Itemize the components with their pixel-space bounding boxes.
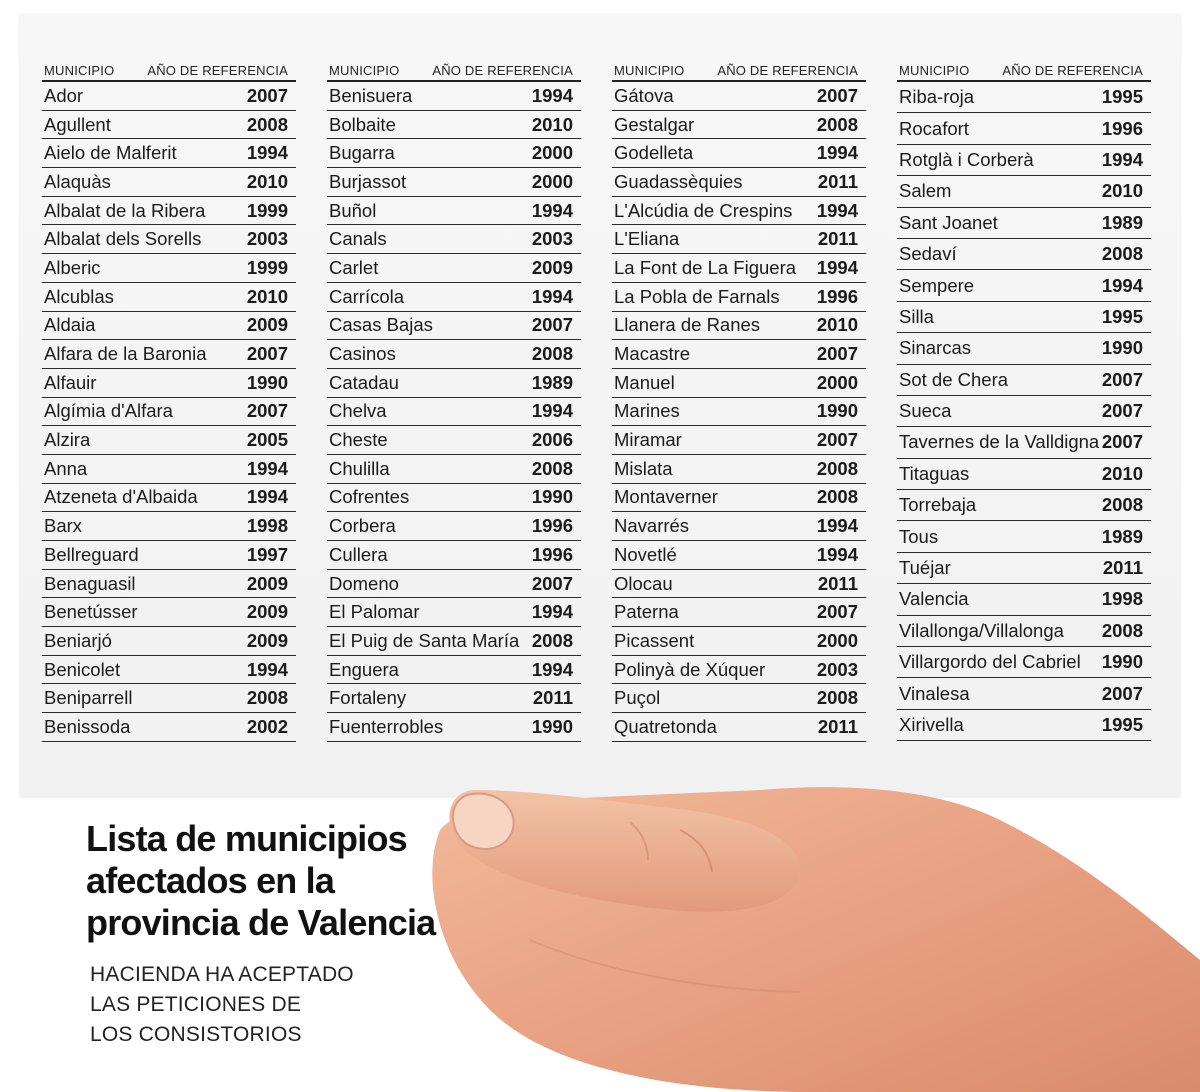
municipality-name: Llanera de Ranes — [614, 314, 761, 336]
reference-year: 1996 — [531, 543, 573, 565]
reference-year: 1989 — [1101, 525, 1143, 547]
table-row — [42, 426, 296, 455]
municipality-name: Miramar — [614, 429, 682, 451]
header-anio: AÑO DE REFERENCIA — [717, 63, 858, 78]
reference-year: 2010 — [531, 113, 573, 135]
reference-year: 1995 — [1101, 86, 1143, 108]
municipality-name: Benaguasil — [44, 572, 136, 594]
municipality-name: Mislata — [614, 457, 673, 479]
reference-year: 1998 — [246, 515, 288, 537]
municipality-name: Algímia d'Alfara — [44, 400, 173, 422]
reference-year: 2007 — [1101, 682, 1143, 704]
municipality-name: Cheste — [329, 429, 388, 451]
municipality-name: Cullera — [329, 543, 388, 565]
reference-year: 2009 — [246, 314, 288, 336]
reference-year: 1996 — [531, 515, 573, 537]
reference-year: 2008 — [816, 457, 858, 479]
municipality-name: Domeno — [329, 572, 399, 594]
table-row — [612, 455, 866, 484]
municipality-name: Casinos — [329, 343, 396, 365]
table-row — [42, 627, 296, 656]
municipality-name: Carlet — [329, 256, 379, 278]
hand-illustration — [380, 760, 1200, 1092]
reference-year: 2000 — [531, 170, 573, 192]
municipality-name: Novetlé — [614, 543, 677, 565]
table-row — [612, 283, 866, 312]
municipality-name: Vinalesa — [899, 682, 970, 704]
reference-year: 1990 — [1101, 337, 1143, 359]
reference-year: 2007 — [531, 572, 573, 594]
table-row — [42, 312, 296, 341]
municipality-name: L'Alcúdia de Crespins — [614, 199, 793, 221]
table-row — [897, 208, 1151, 239]
reference-year: 2008 — [531, 629, 573, 651]
table-row — [327, 168, 581, 197]
municipality-name: Macastre — [614, 343, 691, 365]
table-row — [42, 283, 296, 312]
column-header — [897, 56, 1151, 82]
table-row — [897, 584, 1151, 615]
table-row — [897, 710, 1151, 741]
reference-year: 2007 — [816, 429, 858, 451]
reference-year: 1999 — [246, 199, 288, 221]
municipality-name: Casas Bajas — [329, 314, 433, 336]
reference-year: 1994 — [1101, 274, 1143, 296]
table-row — [327, 627, 581, 656]
municipality-name: Benicolet — [44, 658, 121, 680]
reference-year: 2008 — [816, 113, 858, 135]
reference-year: 2008 — [816, 687, 858, 709]
reference-year: 2007 — [1101, 400, 1143, 422]
municipality-name: Silla — [899, 305, 934, 327]
municipality-name: Puçol — [614, 687, 661, 709]
reference-year: 1989 — [531, 371, 573, 393]
municipality-name: Bellreguard — [44, 543, 139, 565]
municipality-name: Xirivella — [899, 714, 964, 735]
table-row — [327, 426, 581, 455]
table-row — [42, 139, 296, 168]
municipality-name: Benissoda — [44, 715, 131, 737]
table-row — [612, 426, 866, 455]
table-row — [612, 111, 866, 140]
table-row — [327, 340, 581, 369]
table-row — [612, 684, 866, 713]
municipality-name: Tous — [899, 525, 939, 547]
reference-year: 2009 — [246, 629, 288, 651]
reference-year: 2000 — [531, 142, 573, 164]
municipality-name: Barx — [44, 515, 83, 537]
municipality-name: Tavernes de la Valldigna — [899, 431, 1100, 453]
municipality-column — [897, 56, 1151, 741]
municipality-name: Alberic — [44, 256, 101, 278]
reference-year: 1990 — [531, 715, 573, 737]
table-row — [327, 713, 581, 742]
table-row — [42, 398, 296, 427]
reference-year: 2002 — [246, 715, 288, 737]
table-row — [897, 678, 1151, 709]
table-row — [897, 113, 1151, 144]
table-row — [42, 656, 296, 685]
reference-year: 1990 — [816, 400, 858, 422]
table-row — [42, 570, 296, 599]
municipality-name: Torrebaja — [899, 494, 977, 516]
reference-year: 2008 — [1101, 619, 1143, 641]
table-row — [897, 333, 1151, 364]
table-row — [42, 197, 296, 226]
municipality-name: Sant Joanet — [899, 211, 998, 233]
header-anio: AÑO DE REFERENCIA — [432, 63, 573, 78]
municipality-name: La Font de La Figuera — [614, 256, 797, 278]
reference-year: 2005 — [246, 429, 288, 451]
municipality-name: Catadau — [329, 371, 399, 393]
municipality-name: Benetússer — [44, 601, 138, 623]
table-row — [42, 111, 296, 140]
municipality-name: Chelva — [329, 400, 387, 422]
table-row — [42, 82, 296, 111]
municipality-column — [42, 56, 296, 742]
reference-year: 1989 — [1101, 211, 1143, 233]
table-row — [327, 197, 581, 226]
header-anio: AÑO DE REFERENCIA — [147, 63, 288, 78]
municipality-name: Sinarcas — [899, 337, 971, 359]
table-row — [327, 312, 581, 341]
table-row — [327, 139, 581, 168]
table-row — [612, 656, 866, 685]
municipality-name: El Puig de Santa María — [329, 629, 520, 651]
reference-year: 1998 — [1101, 588, 1143, 610]
table-row — [42, 541, 296, 570]
reference-year: 2011 — [817, 572, 858, 594]
table-row — [327, 598, 581, 627]
reference-year: 2011 — [1102, 557, 1143, 579]
table-row — [327, 225, 581, 254]
table-row — [897, 270, 1151, 301]
table-row — [897, 616, 1151, 647]
municipality-name: Alaquàs — [44, 170, 111, 192]
municipality-name: Beniarjó — [44, 629, 112, 651]
municipality-name: Atzeneta d'Albaida — [44, 486, 198, 508]
municipality-name: Buñol — [329, 199, 377, 221]
municipality-name: Picassent — [614, 629, 695, 651]
table-row — [42, 168, 296, 197]
municipality-name: Gátova — [614, 84, 674, 106]
table-row — [897, 459, 1151, 490]
reference-year: 2010 — [246, 285, 288, 307]
table-row — [42, 225, 296, 254]
table-row — [327, 684, 581, 713]
reference-year: 2007 — [816, 601, 858, 623]
table-row — [327, 82, 581, 111]
municipality-name: Aldaia — [44, 314, 96, 336]
header-municipio: MUNICIPIO — [329, 63, 400, 78]
municipality-name: Polinyà de Xúquer — [614, 658, 766, 680]
reference-year: 2010 — [816, 314, 858, 336]
table-row — [327, 570, 581, 599]
reference-year: 2000 — [816, 371, 858, 393]
reference-year: 1994 — [816, 142, 858, 164]
table-row — [612, 225, 866, 254]
municipality-name: Salem — [899, 180, 952, 202]
table-row — [612, 541, 866, 570]
municipality-name: Fuenterrobles — [329, 715, 444, 737]
reference-year: 1994 — [531, 400, 573, 422]
column-header — [612, 56, 866, 82]
subheadline-line: LOS CONSISTORIOS — [90, 1023, 302, 1046]
municipality-name: Alfara de la Baronia — [44, 343, 207, 365]
municipality-column — [327, 56, 581, 742]
table-row — [327, 398, 581, 427]
reference-year: 2008 — [531, 457, 573, 479]
reference-year: 2008 — [1101, 494, 1143, 516]
municipality-name: Gestalgar — [614, 113, 695, 135]
municipality-name: Chulilla — [329, 457, 390, 479]
municipality-name: L'Eliana — [614, 228, 680, 250]
reference-year: 2008 — [531, 343, 573, 365]
table-row — [327, 656, 581, 685]
table-row — [327, 512, 581, 541]
table-row — [327, 283, 581, 312]
subheadline-line: LAS PETICIONES DE — [90, 993, 302, 1016]
table-row — [612, 713, 866, 742]
municipality-name: Godelleta — [614, 142, 694, 164]
reference-sheet — [20, 14, 1180, 796]
table-row — [612, 254, 866, 283]
table-row — [897, 302, 1151, 333]
table-row — [897, 427, 1151, 458]
reference-year: 2010 — [246, 170, 288, 192]
municipality-name: Rocafort — [899, 117, 969, 139]
municipality-name: Villargordo del Cabriel — [899, 651, 1081, 673]
table-row — [612, 197, 866, 226]
municipality-name: Marines — [614, 400, 680, 422]
reference-year: 2010 — [1101, 180, 1143, 202]
municipality-name: Beniparrell — [44, 687, 133, 709]
table-row — [42, 484, 296, 513]
municipality-name: Canals — [329, 228, 387, 250]
table-row — [612, 168, 866, 197]
reference-year: 2011 — [817, 170, 858, 192]
table-row — [897, 521, 1151, 552]
municipality-name: Manuel — [614, 371, 675, 393]
reference-year: 2009 — [246, 572, 288, 594]
reference-year: 1994 — [531, 285, 573, 307]
header-municipio: MUNICIPIO — [614, 63, 685, 78]
reference-year: 2010 — [1101, 462, 1143, 484]
reference-year: 2007 — [246, 343, 288, 365]
table-row — [612, 82, 866, 111]
reference-year: 2003 — [531, 228, 573, 250]
reference-year: 1990 — [531, 486, 573, 508]
reference-year: 1995 — [1101, 305, 1143, 327]
reference-year: 2003 — [816, 658, 858, 680]
reference-year: 2000 — [816, 629, 858, 651]
municipality-name: Alfauir — [44, 371, 97, 393]
reference-year: 2007 — [1101, 431, 1143, 453]
municipality-name: Paterna — [614, 601, 679, 623]
reference-year: 2008 — [246, 687, 288, 709]
table-row — [612, 139, 866, 168]
table-row — [612, 570, 866, 599]
table-row — [897, 490, 1151, 521]
table-row — [612, 369, 866, 398]
reference-year: 1994 — [816, 256, 858, 278]
table-row — [897, 553, 1151, 584]
table-row — [42, 340, 296, 369]
table-row — [612, 598, 866, 627]
table-row — [42, 713, 296, 742]
reference-year: 1994 — [816, 199, 858, 221]
municipality-name: Burjassot — [329, 170, 407, 192]
table-row — [327, 541, 581, 570]
municipality-name: Titaguas — [899, 462, 970, 484]
reference-year: 2007 — [246, 84, 288, 106]
table-row — [897, 82, 1151, 113]
reference-year: 1994 — [246, 457, 288, 479]
reference-year: 2008 — [1101, 243, 1143, 265]
municipality-column — [612, 56, 866, 742]
reference-year: 1997 — [246, 543, 288, 565]
reference-year: 2009 — [246, 601, 288, 623]
municipality-name: Guadassèquies — [614, 170, 743, 192]
header-anio: AÑO DE REFERENCIA — [1002, 63, 1143, 78]
municipality-name: Montaverner — [614, 486, 718, 508]
reference-year: 1994 — [246, 142, 288, 164]
table-row — [42, 684, 296, 713]
table-row — [327, 369, 581, 398]
reference-year: 2008 — [246, 113, 288, 135]
municipality-name: Alcublas — [44, 285, 114, 307]
table-row — [327, 111, 581, 140]
table-row — [897, 145, 1151, 176]
table-row — [612, 512, 866, 541]
table-row — [42, 369, 296, 398]
reference-year: 1994 — [531, 601, 573, 623]
municipality-name: El Palomar — [329, 601, 420, 623]
municipality-name: Alzira — [44, 429, 91, 451]
municipality-name: Quatretonda — [614, 715, 717, 737]
reference-year: 2003 — [246, 228, 288, 250]
table-row — [42, 598, 296, 627]
table-row — [612, 484, 866, 513]
municipality-name: Aielo de Malferit — [44, 142, 177, 164]
table-row — [612, 627, 866, 656]
reference-year: 1994 — [531, 84, 573, 106]
reference-year: 2007 — [531, 314, 573, 336]
municipality-name: Bolbaite — [329, 113, 396, 135]
header-municipio: MUNICIPIO — [44, 63, 115, 78]
municipality-name: Carrícola — [329, 285, 405, 307]
municipality-name: Sueca — [899, 400, 952, 422]
reference-year: 1996 — [816, 285, 858, 307]
reference-year: 1994 — [531, 199, 573, 221]
municipality-name: Cofrentes — [329, 486, 410, 508]
municipality-name: Sedaví — [899, 243, 957, 265]
municipality-name: Corbera — [329, 515, 396, 537]
reference-year: 2006 — [531, 429, 573, 451]
municipality-name: Olocau — [614, 572, 673, 594]
reference-year: 1994 — [816, 515, 858, 537]
reference-year: 2011 — [817, 715, 858, 737]
municipality-name: Enguera — [329, 658, 399, 680]
municipality-name: Agullent — [44, 113, 111, 135]
reference-year: 2009 — [531, 256, 573, 278]
table-row — [42, 254, 296, 283]
reference-year: 2007 — [816, 343, 858, 365]
municipality-name: Sempere — [899, 274, 975, 296]
table-row — [897, 239, 1151, 270]
table-row — [327, 455, 581, 484]
table-row — [42, 455, 296, 484]
municipality-name: Navarrés — [614, 515, 690, 537]
municipality-name: La Pobla de Farnals — [614, 285, 780, 307]
reference-year: 1995 — [1101, 714, 1143, 735]
municipality-name: Anna — [44, 457, 88, 479]
municipality-name: Fortaleny — [329, 687, 407, 709]
municipality-name: Bugarra — [329, 142, 395, 164]
municipality-name: Sot de Chera — [899, 368, 1009, 390]
column-header — [327, 56, 581, 82]
reference-year: 1994 — [246, 486, 288, 508]
reference-year: 2011 — [532, 687, 573, 709]
reference-year: 2007 — [246, 400, 288, 422]
reference-year: 2007 — [816, 84, 858, 106]
table-row — [612, 398, 866, 427]
reference-year: 1990 — [246, 371, 288, 393]
reference-year: 1994 — [1101, 148, 1143, 170]
reference-year: 2011 — [817, 228, 858, 250]
reference-year: 2007 — [1101, 368, 1143, 390]
reference-year: 1994 — [531, 658, 573, 680]
municipality-name: Tuéjar — [899, 557, 951, 579]
table-row — [897, 647, 1151, 678]
municipality-name: Benisuera — [329, 84, 413, 106]
table-row — [612, 340, 866, 369]
municipality-name: Riba-roja — [899, 86, 975, 108]
table-row — [612, 312, 866, 341]
reference-year: 1990 — [1101, 651, 1143, 673]
table-row — [897, 176, 1151, 207]
table-row — [327, 254, 581, 283]
reference-year: 1994 — [816, 543, 858, 565]
subheadline-line: HACIENDA HA ACEPTADO — [90, 963, 354, 986]
municipality-name: Albalat de la Ribera — [44, 199, 206, 221]
municipality-name: Valencia — [899, 588, 969, 610]
reference-year: 1996 — [1101, 117, 1143, 139]
table-row — [42, 512, 296, 541]
header-municipio: MUNICIPIO — [899, 63, 970, 78]
table-row — [327, 484, 581, 513]
subheadline — [90, 960, 410, 1050]
reference-year: 2008 — [816, 486, 858, 508]
column-header — [42, 56, 296, 82]
reference-year: 1999 — [246, 256, 288, 278]
municipality-name: Ador — [44, 84, 84, 106]
reference-year: 1994 — [246, 658, 288, 680]
table-row — [897, 365, 1151, 396]
headline: Lista de municipios afectados en la provincia de Valencia — [86, 818, 436, 943]
municipality-name: Albalat dels Sorells — [44, 228, 202, 250]
municipality-name: Vilallonga/Villalonga — [899, 619, 1064, 641]
municipality-name: Rotglà i Corberà — [899, 148, 1034, 170]
table-row — [897, 396, 1151, 427]
